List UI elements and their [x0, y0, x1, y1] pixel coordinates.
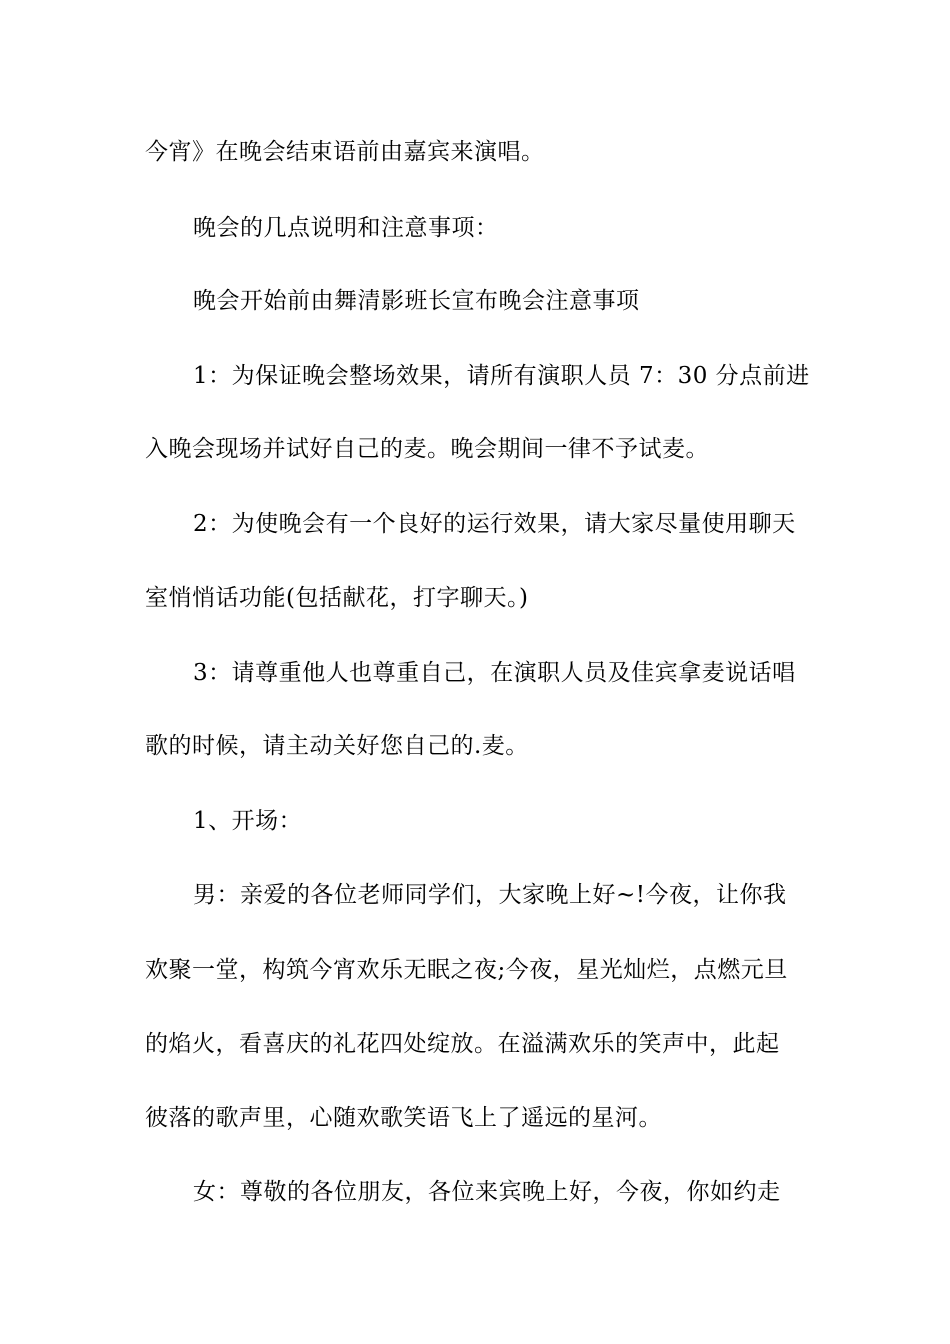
text-line-15: 女：尊敬的各位朋友，各位来宾晚上好，今夜，你如约走 [193, 1179, 781, 1205]
text-line-5: 入晚会现场并试好自己的麦。晚会期间一律不予试麦。 [145, 436, 709, 462]
text-line-6: 2：为使晚会有一个良好的运行效果，请大家尽量使用聊天 [193, 511, 796, 537]
text-line-7: 室悄悄话功能(包括献花，打字聊天。) [145, 585, 529, 611]
text-line-11: 男：亲爱的各位老师同学们，大家晚上好~!今夜，让你我 [193, 882, 787, 908]
text-line-13: 的焰火，看喜庆的礼花四处绽放。在溢满欢乐的笑声中，此起 [145, 1031, 780, 1057]
text-line-14: 彼落的歌声里，心随欢歌笑语飞上了遥远的星河。 [145, 1105, 662, 1131]
text-line-2: 晚会的几点说明和注意事项： [193, 215, 499, 241]
text-line-1: 今宵》在晚会结束语前由嘉宾来演唱。 [145, 139, 545, 165]
text-line-12: 欢聚一堂，构筑今宵欢乐无眠之夜;今夜，星光灿烂，点燃元旦 [145, 957, 788, 983]
text-line-9: 歌的时候，请主动关好您自己的.麦。 [145, 733, 529, 759]
text-line-3: 晚会开始前由舞清影班长宣布晚会注意事项 [193, 288, 640, 314]
text-line-10: 1、开场： [193, 808, 303, 834]
text-line-4: 1：为保证晚会整场效果，请所有演职人员 7：30 分点前进 [193, 363, 810, 389]
text-line-8: 3：请尊重他人也尊重自己，在演职人员及佳宾拿麦说话唱 [193, 660, 796, 686]
